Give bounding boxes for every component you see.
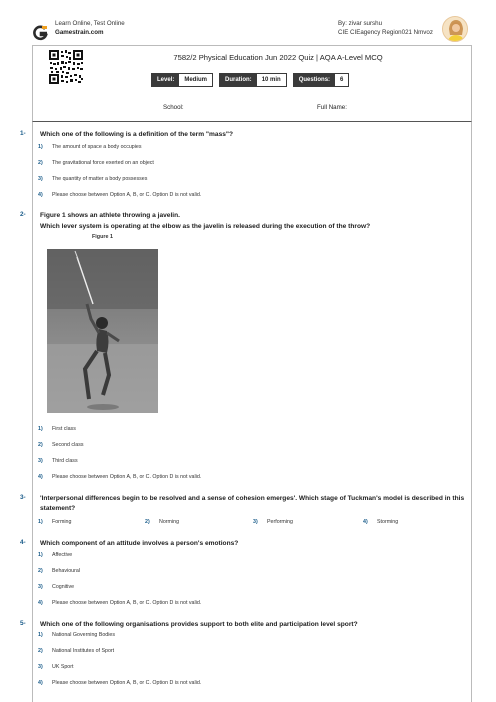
option-4[interactable]: 4) Please choose between Option A, B, or C. Option D is not valid.: [38, 192, 202, 198]
option-4[interactable]: 4) Please choose between Option A, B, or C. Option D is not valid.: [38, 680, 202, 686]
question-text: 'Interpersonal differences begin to be resolved and a sense of cohesion emerges'. Which stage of Tuckman's model is described in this statement?: [40, 495, 465, 512]
option-3[interactable]: 3) Cognitive: [38, 584, 75, 590]
question-1: [20, 130, 480, 200]
author-name: By: zivar surshu: [338, 20, 383, 27]
question-text: Which one of the following is a definition of the term "mass"?: [40, 131, 234, 138]
option-3[interactable]: 3) UK Sport: [38, 664, 74, 670]
question-number: 2-: [20, 211, 26, 218]
author-info: [338, 19, 433, 37]
quiz-header: [32, 45, 472, 92]
question-2: [20, 211, 480, 481]
questions-chip: [293, 73, 350, 87]
option-4[interactable]: 4) Please choose between Option A, B, or C. Option D is not valid.: [38, 600, 202, 606]
gamestrain-logo-icon: [32, 25, 48, 41]
level-chip: [151, 73, 213, 87]
question-number: 1-: [20, 130, 26, 137]
avatar[interactable]: [442, 16, 468, 42]
questions-key: Questions:: [294, 74, 335, 86]
option-2[interactable]: 2) The gravitational force exerted on an object: [38, 160, 154, 166]
option-3[interactable]: 3) The quantity of matter a body possesses: [38, 176, 148, 182]
level-key: Level:: [152, 74, 179, 86]
question-text: Figure 1 shows an athlete throwing a javelin.: [40, 212, 180, 219]
javelin-athlete-photo: [47, 249, 158, 413]
brand[interactable]: [32, 19, 125, 41]
brand-site[interactable]: Gamestrain.com: [55, 29, 104, 36]
question-text-2: Which lever system is operating at the elbow as the javelin is released during the execution of the throw?: [40, 223, 371, 230]
option-1[interactable]: 1) First class: [38, 426, 76, 432]
question-5: [20, 620, 480, 690]
question-number: 4-: [20, 539, 26, 546]
question-4: [20, 539, 480, 609]
fullname-label: Full Name:: [317, 104, 347, 111]
question-text: Which one of the following organisations provides support to both elite and participation level sport?: [40, 621, 358, 628]
option-2[interactable]: 2) Behavioural: [38, 568, 80, 574]
quiz-title: 7582/2 Physical Education Jun 2022 Quiz | AQA A-Level MCQ: [173, 53, 383, 62]
duration-chip: [219, 73, 287, 87]
figure-label: Figure 1: [92, 234, 113, 240]
option-3[interactable]: 3) Third class: [38, 458, 78, 464]
quiz-meta: [151, 73, 355, 87]
option-3[interactable]: 3) Performing: [253, 519, 293, 525]
duration-key: Duration:: [220, 74, 257, 86]
option-1[interactable]: 1) Forming: [38, 519, 72, 525]
school-label: School:: [163, 104, 184, 111]
brand-tagline: Learn Online, Test Online: [55, 20, 125, 27]
level-value: Medium: [179, 74, 212, 86]
option-4[interactable]: 4) Please choose between Option A, B, or C. Option D is not valid.: [38, 474, 202, 480]
duration-value: 10 min: [257, 74, 286, 86]
question-number: 3-: [20, 494, 26, 501]
option-1[interactable]: 1) The amount of space a body occupies: [38, 144, 142, 150]
student-info-row: [32, 92, 472, 122]
option-2[interactable]: 2) Second class: [38, 442, 84, 448]
option-1[interactable]: 1) Affective: [38, 552, 73, 558]
option-2[interactable]: 2) Norming: [145, 519, 180, 525]
option-2[interactable]: 2) National Institutes of Sport: [38, 648, 115, 654]
question-text: Which component of an attitude involves a person's emotions?: [40, 540, 239, 547]
question-number: 5-: [20, 620, 26, 627]
option-1[interactable]: 1) National Governing Bodies: [38, 632, 116, 638]
author-agency: CIE CIEagency Region021 Nmvoz: [338, 29, 433, 36]
option-4[interactable]: 4) Storming: [363, 519, 399, 525]
questions-value: 6: [335, 74, 348, 86]
question-3: [20, 494, 480, 530]
